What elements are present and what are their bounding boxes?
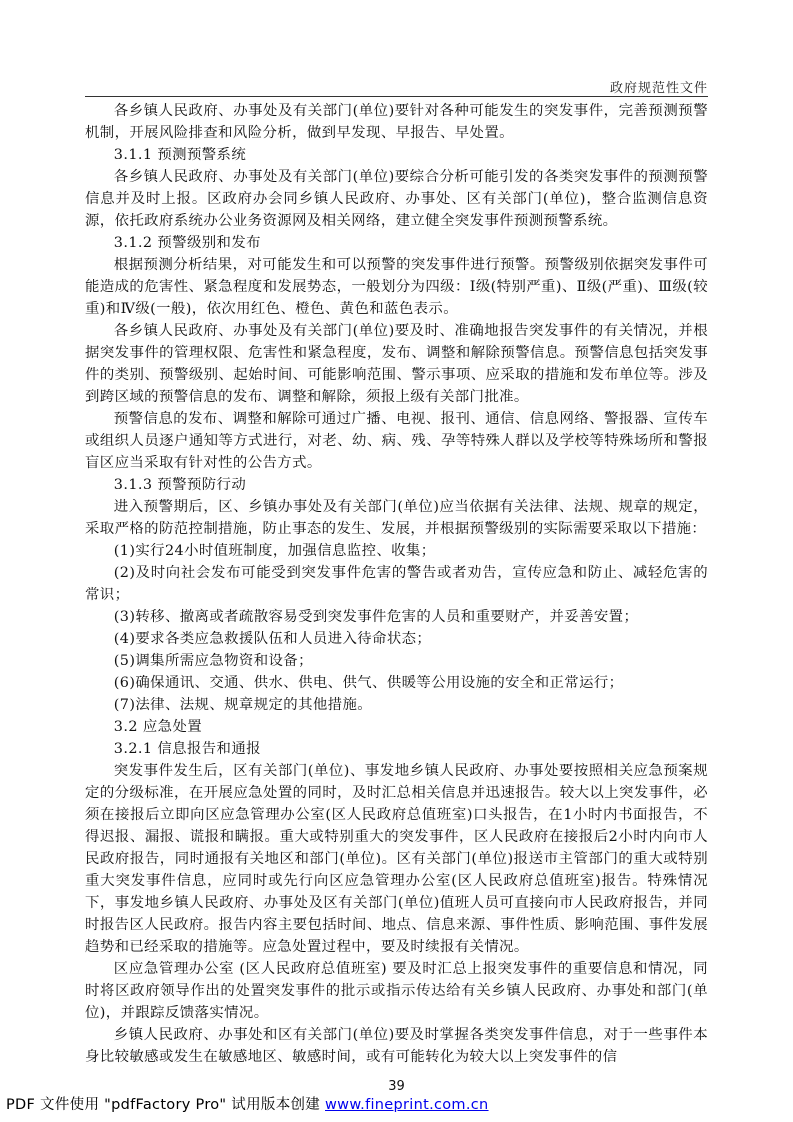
body-paragraph: 进入预警期后，区、乡镇办事处及有关部门(单位)应当依据有关法律、法规、规章的规定，采取严格的防范控制措施，防止事态的发生、发展，并根据预警级别的实际需要采取以下措施：: [85, 499, 708, 537]
body-paragraph: 各乡镇人民政府、办事处及有关部门(单位)要针对各种可能发生的突发事件，完善预测预警机制，开展风险排查和风险分析，做到早发现、早报告、早处置。: [85, 103, 708, 141]
body-paragraph: 根据预测分析结果，对可能发生和可以预警的突发事件进行预警。预警级别依据突发事件可能造成的危害性、紧急程度和发展势态，一般划分为四级：Ⅰ级(特别严重)、Ⅱ级(严重)、Ⅲ级(较重)和Ⅳ级(一般)，依次用红色、橙色、黄色和蓝色表示。: [85, 257, 708, 317]
pdf-footer-watermark: [6, 1093, 489, 1114]
body-paragraph: 区应急管理办公室 (区人民政府总值班室) 要及时汇总上报突发事件的重要信息和情况，同时将区政府领导作出的处置突发事件的批示或指示传达给有关乡镇人民政府、办事处和部门(单位)，并跟踪反馈落实情况。: [85, 961, 708, 1021]
body-paragraph: (5)调集所需应急物资和设备；: [113, 653, 313, 669]
section-heading: 3.2.1 信息报告和通报: [113, 741, 261, 757]
body-paragraph: 各乡镇人民政府、办事处及有关部门(单位)要综合分析可能引发的各类突发事件的预测预警信息并及时上报。区政府办会同乡镇人民政府、办事处、区有关部门(单位)，整合监测信息资源，依托政府系统办公业务资源网及相关网络，建立健全突发事件预测预警系统。: [85, 169, 708, 229]
body-paragraph: 各乡镇人民政府、办事处及有关部门(单位)要及时、准确地报告突发事件的有关情况，并根据突发事件的管理权限、危害性和紧急程度，发布、调整和解除预警信息。预警信息包括突发事件的类别、预警级别、起始时间、可能影响范围、警示事项、应采取的措施和发布单位等。涉及到跨区域的预警信息的发布、调整和解除，须报上级有关部门批准。: [85, 323, 708, 405]
body-paragraph: (6)确保通讯、交通、供水、供电、供气、供暖等公用设施的安全和正常运行；: [113, 675, 624, 691]
page-number: 39: [388, 1079, 405, 1094]
header-divider: [85, 96, 708, 97]
footer-text: PDF 文件使用 "pdfFactory Pro" 试用版本创建: [6, 1097, 326, 1113]
section-heading: 3.2 应急处置: [113, 719, 203, 735]
body-paragraph: (2)及时向社会发布可能受到突发事件危害的警告或者劝告，宣传应急和防止、减轻危害的常识；: [85, 565, 708, 603]
footer-link[interactable]: www.fineprint.com.cn: [325, 1097, 489, 1113]
body-paragraph: 预警信息的发布、调整和解除可通过广播、电视、报刊、通信、信息网络、警报器、宣传车或组织人员逐户通知等方式进行，对老、幼、病、残、孕等特殊人群以及学校等特殊场所和警报盲区应当采取有针对性的公告方式。: [85, 411, 708, 471]
body-paragraph: (1)实行24小时值班制度，加强信息监控、收集；: [113, 543, 436, 559]
section-heading: 3.1.2 预警级别和发布: [113, 235, 261, 251]
body-paragraph: (7)法律、法规、规章规定的其他措施。: [113, 697, 373, 713]
section-heading: 3.1.1 预测预警系统: [113, 147, 247, 163]
document-body: [85, 100, 708, 1068]
section-heading: 3.1.3 预警预防行动: [113, 477, 247, 493]
body-paragraph: (3)转移、撤离或者疏散容易受到突发事件危害的人员和重要财产，并妥善安置；: [113, 609, 639, 625]
body-paragraph: 突发事件发生后，区有关部门(单位)、事发地乡镇人民政府、办事处要按照相关应急预案规定的分级标准，在开展应急处置的同时，及时汇总相关信息并迅速报告。较大以上突发事件，必须在接报后立即向区应急管理办公室(区人民政府总值班室)口头报告，在1小时内书面报告，不得迟报、漏报、谎报和瞒报。重大或特别重大的突发事件，区人民政府在接报后2小时内向市人民政府报告，同时通报有关地区和部门(单位)。区有关部门(单位)报送市主管部门的重大或特别重大突发事件信息，应同时或先行向区应急管理办公室(区人民政府总值班室)报告。特殊情况下，事发地乡镇人民政府、办事处及区有关部门(单位)值班人员可直接向市人民政府报告，并同时报告区人民政府。报告内容主要包括时间、地点、信息来源、事件性质、影响范围、事件发展趋势和已经采取的措施等。应急处置过程中，要及时续报有关情况。: [85, 763, 708, 955]
body-paragraph: 乡镇人民政府、办事处和区有关部门(单位)要及时掌握各类突发事件信息，对于一些事件本身比较敏感或发生在敏感地区、敏感时间，或有可能转化为较大以上突发事件的信: [85, 1027, 708, 1065]
body-paragraph: (4)要求各类应急救援队伍和人员进入待命状态；: [113, 631, 432, 647]
document-type-label: 政府规范性文件: [609, 81, 708, 96]
